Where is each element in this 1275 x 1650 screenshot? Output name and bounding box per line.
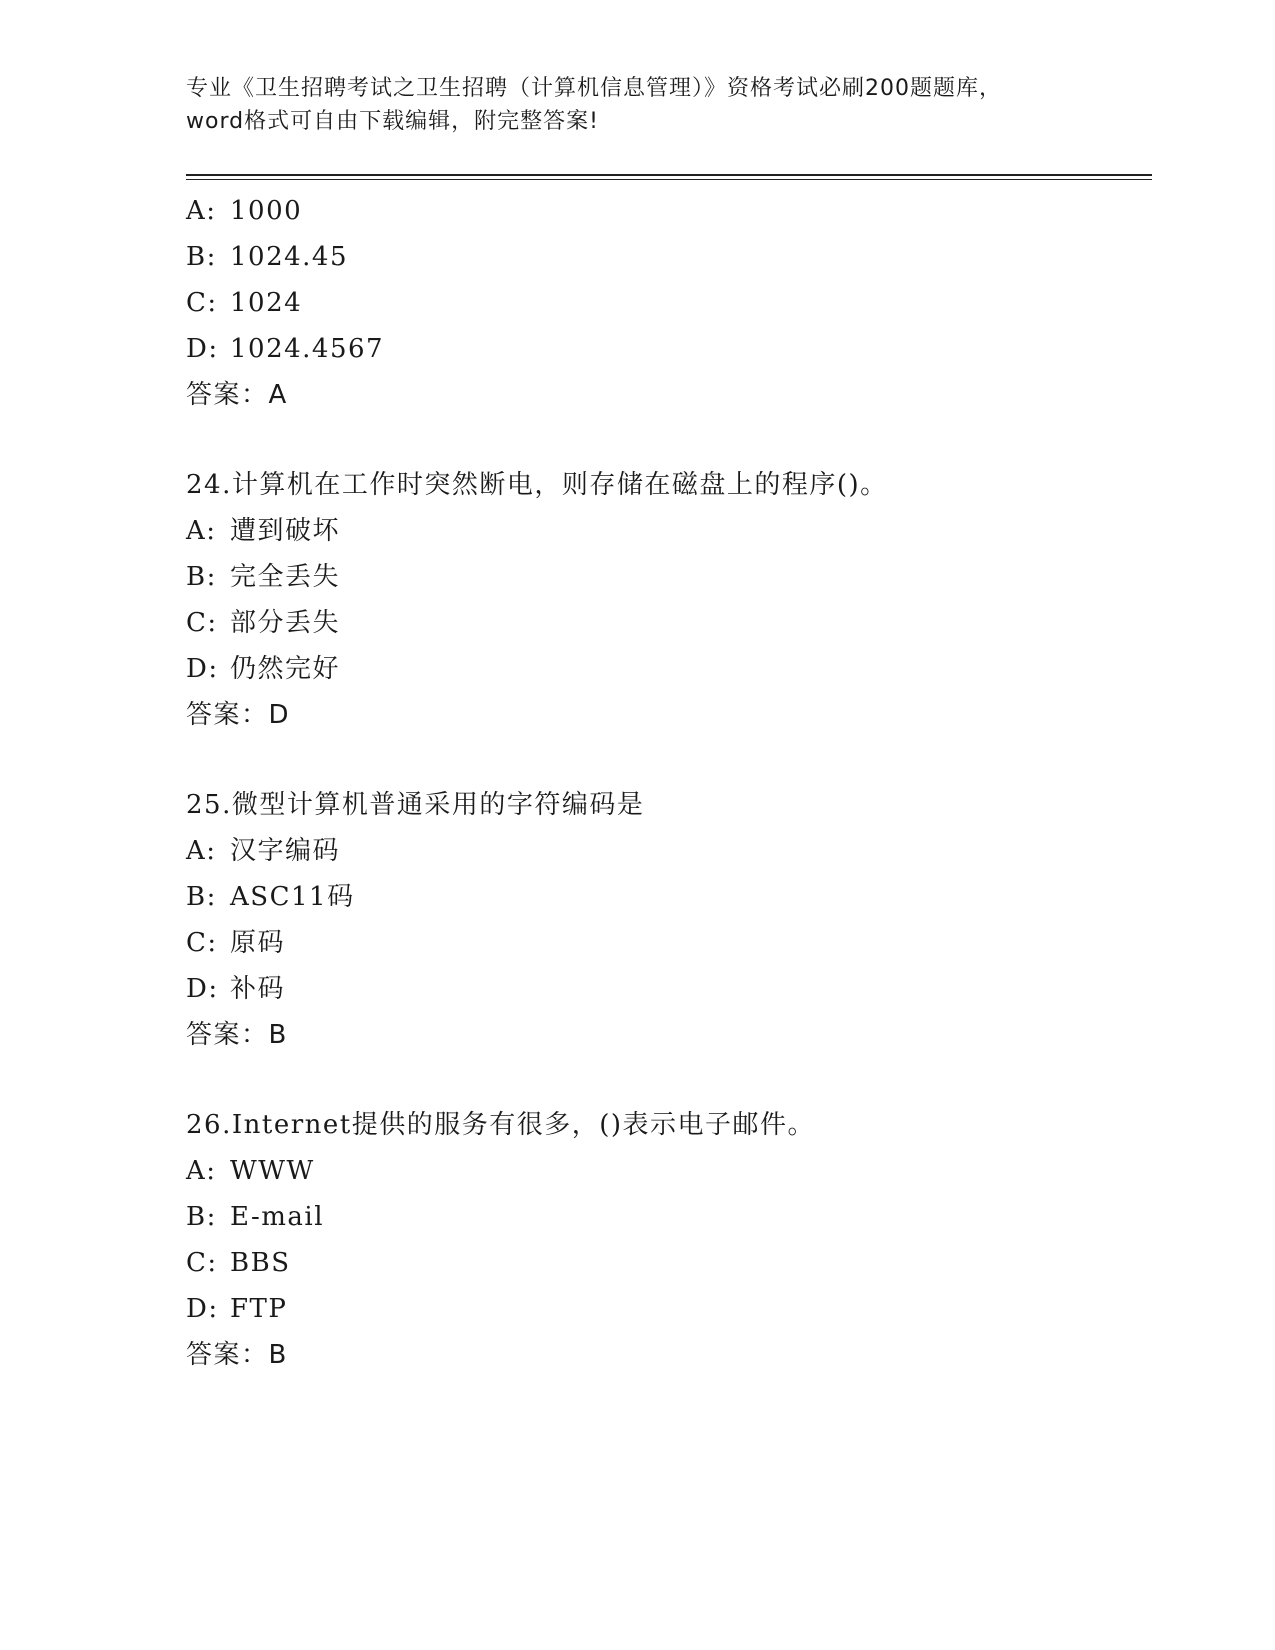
option-text: 1024 [230, 288, 303, 318]
answer-line: 答案：B [186, 1340, 288, 1370]
header-title-line-1: 专业《卫生招聘考试之卫生招聘（计算机信息管理）》资格考试必刷200题题库， [186, 76, 1002, 101]
document-page [186, 72, 1152, 1378]
option-text: ASC11码 [230, 882, 355, 912]
option-label: C: [186, 608, 218, 638]
spacer [186, 418, 1152, 462]
option-a [186, 188, 1152, 234]
option-a [186, 508, 1152, 554]
option-a [186, 1148, 1152, 1194]
option-d [186, 1286, 1152, 1332]
option-d [186, 326, 1152, 372]
question-24 [186, 462, 1152, 738]
option-label: A: [186, 516, 217, 546]
option-text: WWW [230, 1156, 315, 1186]
option-b [186, 1194, 1152, 1240]
option-label: B: [186, 562, 217, 592]
option-text: E-mail [230, 1202, 325, 1232]
option-label: B: [186, 242, 217, 272]
option-c [186, 1240, 1152, 1286]
spacer [186, 1058, 1152, 1102]
option-text: 1024.4567 [230, 334, 385, 364]
option-label: D: [186, 334, 219, 364]
option-text: 1024.45 [230, 242, 349, 272]
spacer [186, 738, 1152, 782]
option-label: C: [186, 1248, 218, 1278]
option-b [186, 874, 1152, 920]
answer-line: 答案：D [186, 700, 291, 730]
option-text: 1000 [230, 196, 303, 226]
option-label: A: [186, 1156, 217, 1186]
option-text: 补码 [230, 974, 286, 1004]
option-b [186, 234, 1152, 280]
option-label: A: [186, 196, 217, 226]
question-stem: 24.计算机在工作时突然断电，则存储在磁盘上的程序()。 [186, 470, 888, 500]
option-text: FTP [230, 1294, 288, 1324]
question-stem: 26.Internet提供的服务有很多，()表示电子邮件。 [186, 1110, 815, 1140]
option-c [186, 920, 1152, 966]
option-label: D: [186, 1294, 219, 1324]
option-label: B: [186, 1202, 217, 1232]
option-label: A: [186, 836, 217, 866]
option-b [186, 554, 1152, 600]
option-text: 原码 [230, 928, 286, 958]
option-text: BBS [230, 1248, 291, 1278]
option-c [186, 600, 1152, 646]
option-d [186, 966, 1152, 1012]
option-d [186, 646, 1152, 692]
question-stem: 25.微型计算机普通采用的字符编码是 [186, 790, 645, 820]
option-text: 仍然完好 [230, 654, 341, 684]
option-label: C: [186, 288, 218, 318]
option-label: C: [186, 928, 218, 958]
option-label: D: [186, 974, 219, 1004]
header-title-line-2: word格式可自由下载编辑，附完整答案! [186, 109, 599, 134]
answer-line: 答案：B [186, 1020, 288, 1050]
option-label: D: [186, 654, 219, 684]
option-text: 汉字编码 [230, 836, 341, 866]
question-25 [186, 782, 1152, 1058]
option-text: 部分丢失 [230, 608, 341, 638]
header-divider [186, 174, 1152, 180]
option-text: 完全丢失 [230, 562, 341, 592]
answer-line: 答案：A [186, 380, 288, 410]
question-26 [186, 1102, 1152, 1378]
option-text: 遭到破坏 [230, 516, 341, 546]
option-c [186, 280, 1152, 326]
option-label: B: [186, 882, 217, 912]
previous-question [186, 188, 1152, 418]
option-a [186, 828, 1152, 874]
